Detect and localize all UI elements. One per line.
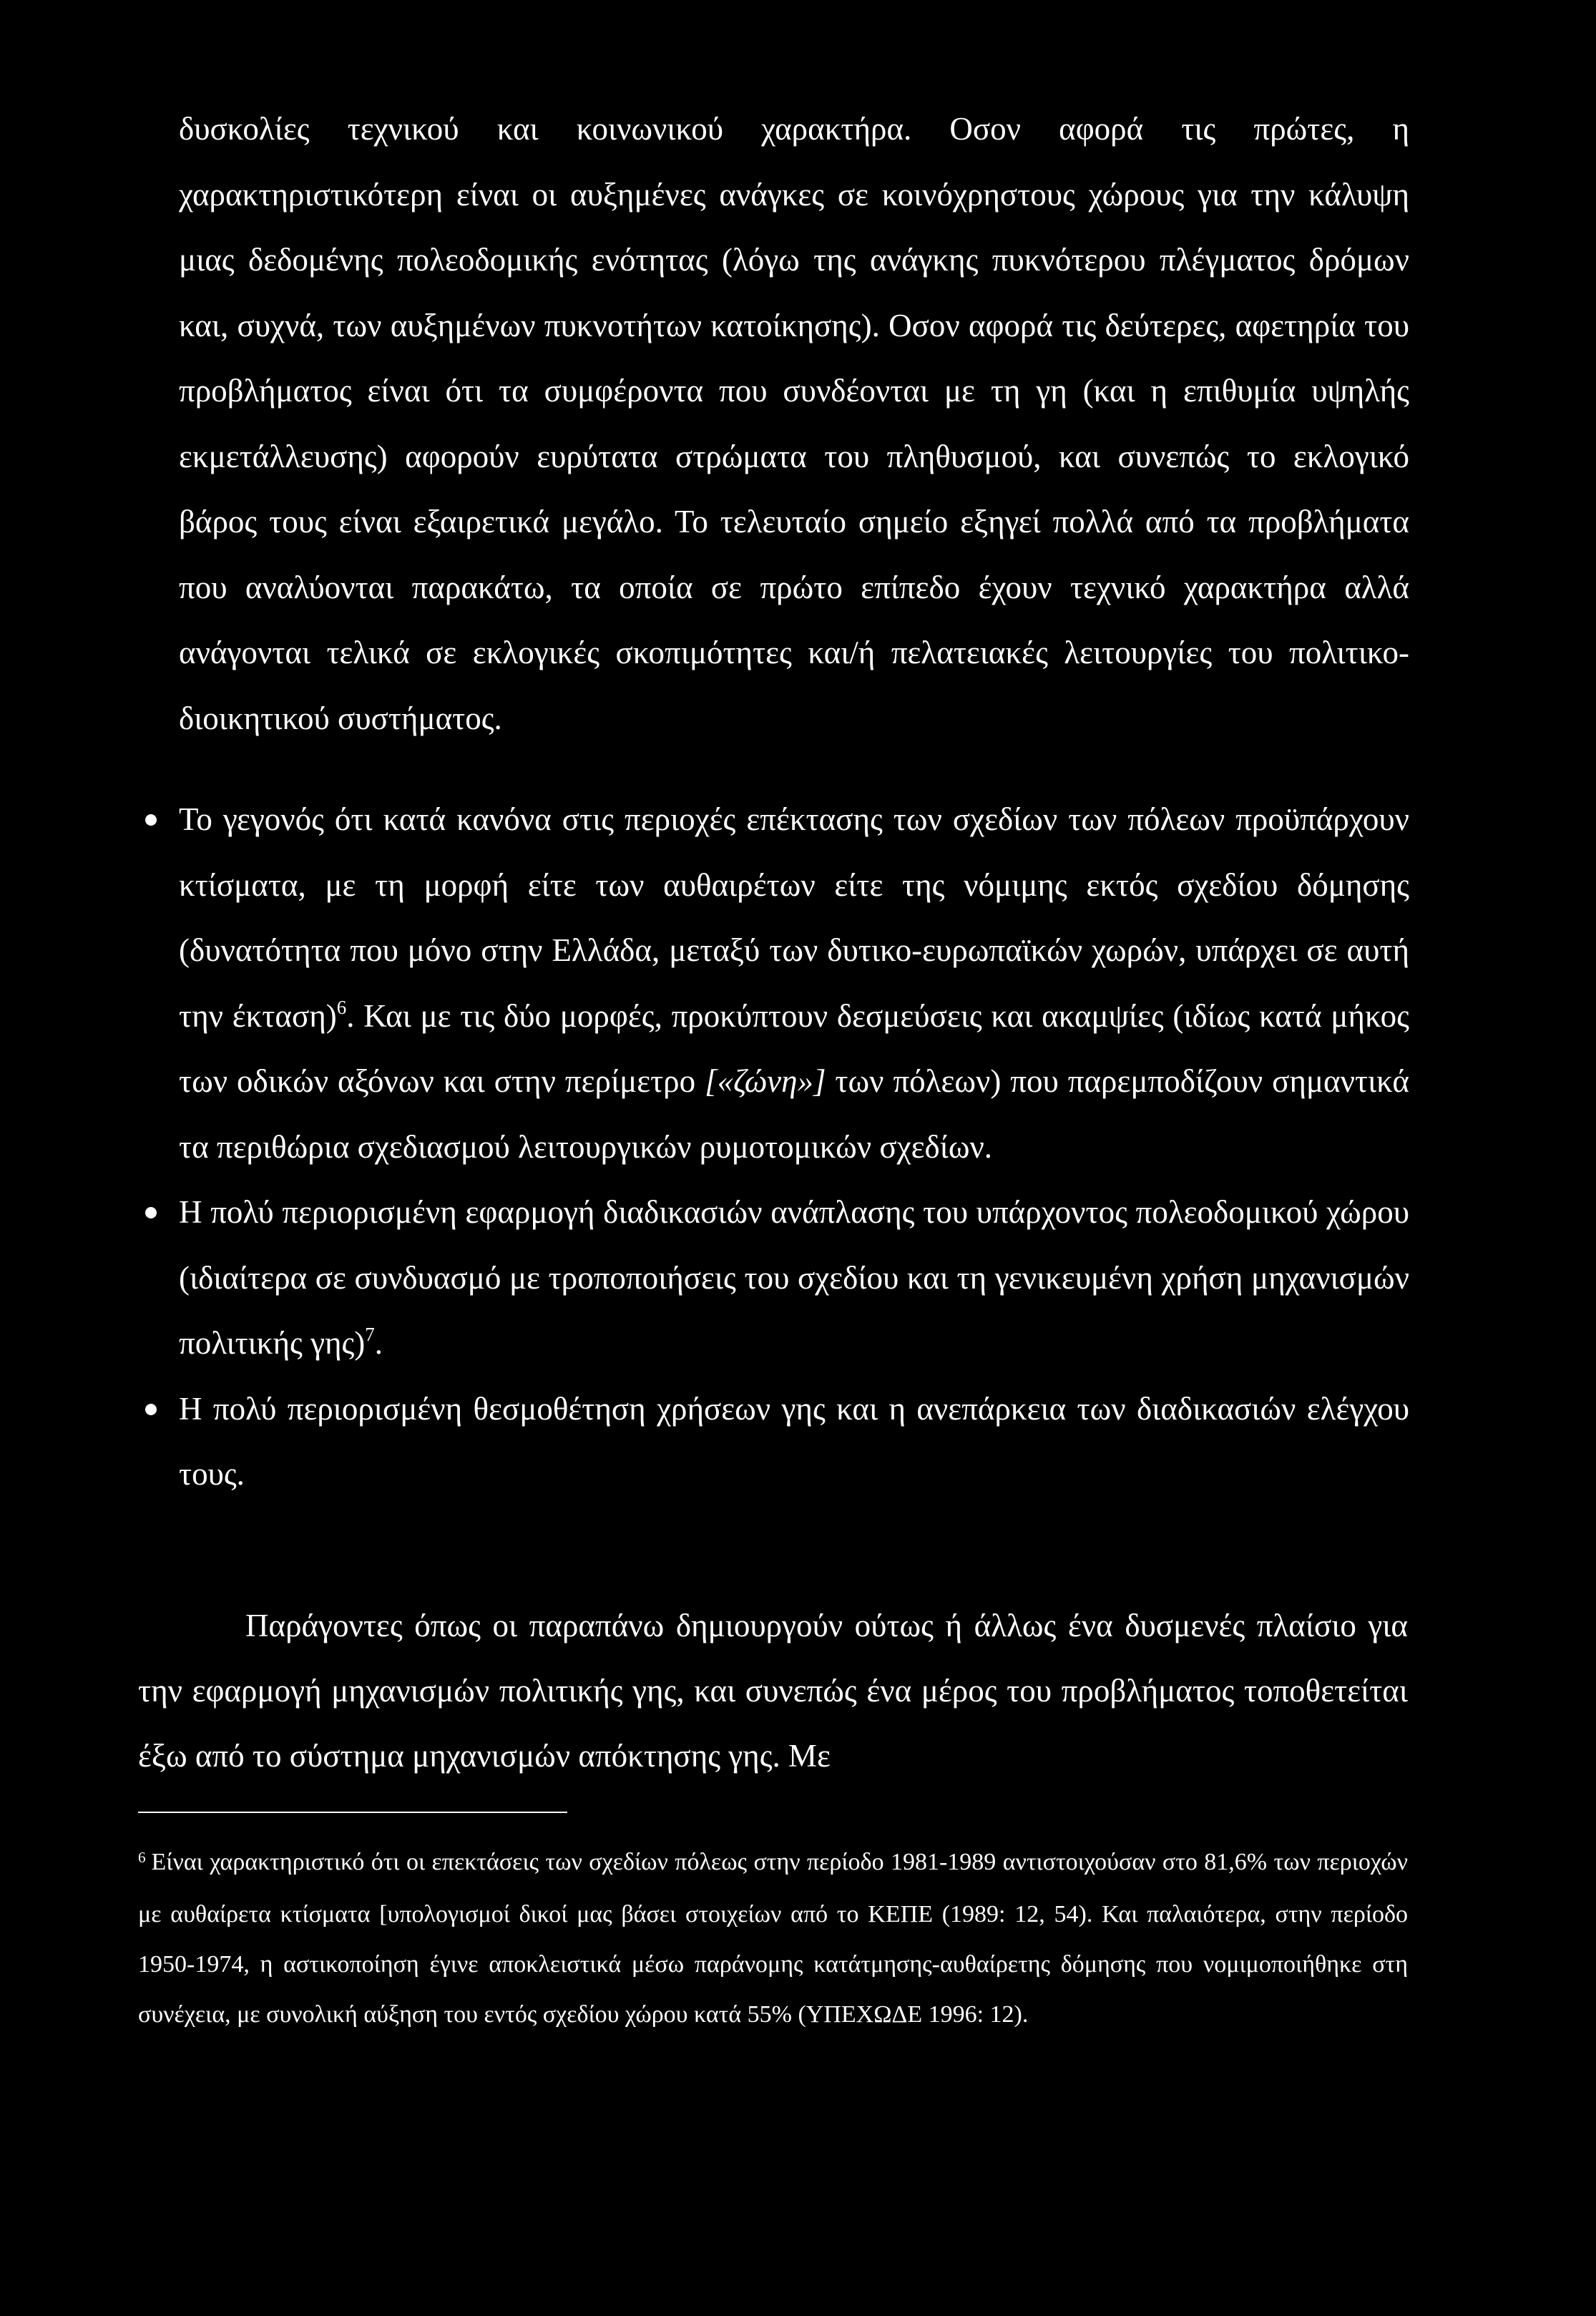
bullet-3-text: Η πολύ περιορισμένη θεσμοθέτηση χρήσεων γης και η ανεπάρκεια των διαδικασιών ελέγχου τους. — [179, 1390, 1409, 1492]
body-paragraph-1: δυσκολίες τεχνικού και κοινωνικού χαρακτήρα. Οσον αφορά τις πρώτες, η χαρακτηριστικότερη είναι οι αυξημένες ανάγκες σε κοινόχρηστους χώρους για την κάλυψη μιας δεδομένης πολεοδομικής ενότητας (λόγω της ανάγκης πυκνότερου πλέγματος δρόμων και, συχνά, των αυξημένων πυκνοτήτων κατοίκησης). Οσον αφορά τις δεύτερες, αφετηρία του προβλήματος είναι ότι τα συμφέροντα που συνδέονται με τη γη (και η επιθυμία υψηλής εκμετάλλευσης) αφορούν ευρύτατα στρώματα του πληθυσμού, και συνεπώς το εκλογικό βάρος τους είναι εξαιρετικά μεγάλο. Το τελευταίο σημείο εξηγεί πολλά από τα προβλήματα που αναλύονται παρακάτω, τα οποία σε πρώτο επίπεδο έχουν τεχνικό χαρακτήρα αλλά ανάγονται τελικά σε εκλογικές σκοπιμότητες και/ή πελατειακές λειτουργίες του πολιτικο-διοικητικού συστήματος. — [179, 111, 1409, 736]
footnote-separator — [138, 1812, 567, 1813]
body-paragraph-2 — [138, 1593, 1408, 1789]
bullet-2-text-after: . — [374, 1325, 383, 1361]
bullet-item-3 — [179, 1377, 1409, 1508]
bullet-1-text-mid: . Και με τις δύο μορφές, προκύπτουν δεσμεύσεις και ακαμψίες (ιδίως κατά μήκος των οδικών αξόνων και στην περίμετρο — [179, 997, 1409, 1099]
bullet-icon — [145, 814, 157, 826]
body-paragraph-2-text: Παράγοντες όπως οι παραπάνω δημιουργούν ούτως ή άλλως ένα δυσμενές πλαίσιο για την εφαρμογή μηχανισμών πολιτικής γης, και συνεπώς ένα μέρος του προβλήματος τοποθετείται έξω από το σύστημα μηχανισμών απόκτησης γης. Με — [138, 1608, 1408, 1774]
footnote-text: Είναι χαρακτηριστικό ότι οι επεκτάσεις των σχεδίων πόλεως στην περίοδο 1981-1989 αντιστοιχούσαν στο 81,6% των περιοχών με αυθαίρετα κτίσματα [υπολογισμοί δικοί μας βάσει στοιχείων από το ΚΕΠΕ (1989: 12, 54). Και παλαιότερα, στην περίοδο 1950-1974, η αστικοποίηση έγινε αποκλειστικά μέσω παράνομης κατάτμησης-αυθαίρετης δόμησης που νομιμοποιήθηκε στη συνέχεια, με συνολική αύξηση του εντός σχεδίου χώρου κατά 55% (ΥΠΕΧΩΔΕ 1996: 12). — [138, 1849, 1408, 2028]
bullet-item-2 — [179, 1180, 1409, 1377]
bullet-2-text-before: Η πολύ περιορισμένη εφαρμογή διαδικασιών ανάπλασης του υπάρχοντος πολεοδομικού χώρου (ιδιαίτερα σε συνδυασμό με τροποποιήσεις του σχεδίου και τη γενικευμένη χρήση μηχανισμών πολιτικής γης) — [179, 1194, 1409, 1361]
footnote-ref-7: 7 — [365, 1324, 375, 1345]
footnote-6 — [138, 1837, 1408, 2040]
bullet-1-text-after: των πόλεων) που παρεμποδίζουν σημαντικά τα περιθώρια σχεδιασμού λειτουργικών ρυμοτομικών σχεδίων. — [179, 1063, 1410, 1165]
bullet-item-1 — [179, 787, 1409, 1180]
bullet-1-italic-term: [«ζώνη»] — [705, 1063, 826, 1099]
footnote-ref-6: 6 — [336, 996, 347, 1018]
footnote-mark: 6 — [138, 1849, 146, 1866]
bullet-icon — [145, 1404, 157, 1415]
bullet-icon — [145, 1207, 157, 1218]
bullet-list — [179, 787, 1409, 1508]
bullet-1-text-before: Το γεγονός ότι κατά κανόνα στις περιοχές επέκτασης των σχεδίων των πόλεων προϋπάρχουν κτίσματα, με τη μορφή είτε των αυθαιρέτων είτε της νόμιμης εκτός σχεδίου δόμησης (δυνατότητα που μόνο στην Ελλάδα, μεταξύ των δυτικο-ευρωπαϊκών χωρών, υπάρχει σε αυτή την έκταση) — [179, 801, 1409, 1034]
